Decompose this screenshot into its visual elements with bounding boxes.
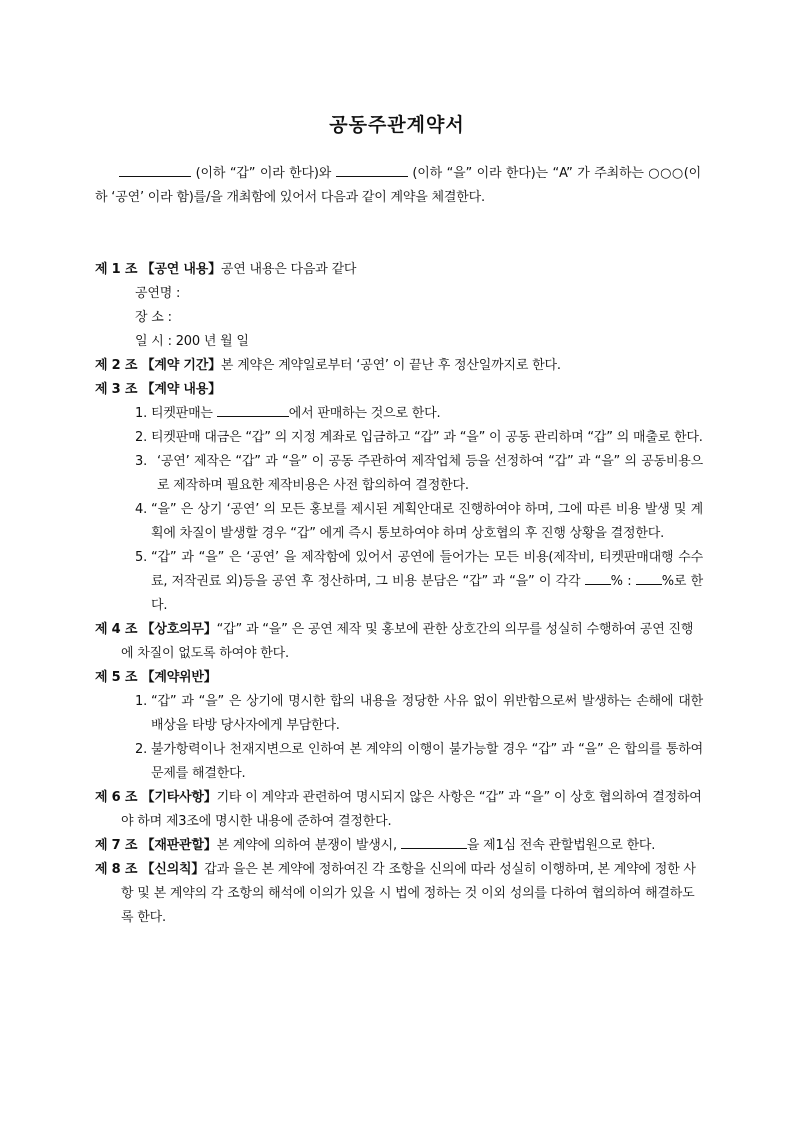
article-6	[95, 786, 703, 834]
list-item	[95, 402, 703, 426]
article-7-text-end: 을 제1심 전속 관할법원으로 한다.	[466, 838, 656, 853]
item-text: ‘공연’ 제작은 “갑” 과 “을” 이 공동 주관하여 제작업체 등을 선정하여 “갑” 과 “을” 의 공동비용으로 제작하며 필요한 제작비용은 사전 합의하여 결정한다.	[157, 454, 703, 493]
ticket-vendor-blank[interactable]	[217, 402, 289, 417]
intro-paragraph	[95, 162, 701, 210]
item-number: 4.	[135, 502, 148, 517]
article-1-heading: 제 1 조 【공연 내용】	[95, 262, 221, 277]
field-performance-name: 공연명 :	[135, 286, 181, 301]
article-8-text: 갑과 을은 본 계약에 정하여진 각 조항을 신의에 따라 성실히 이행하며, 본 계약에 정한 사항 및 본 계약의 각 조항의 해석에 이의가 있을 시 법에 정하는 것 이외 성의를 다하여 협의하여 해결하도록 한다.	[121, 862, 696, 925]
article-5-heading: 제 5 조 【계약위반】	[95, 670, 217, 685]
intro-text-2: (이하 “을” 이라 한다)는 “A” 가 주최하는 ○○○(이하 ‘공연’ 이라 함)를/을 개최함에 있어서 다음과 같이 계약을 체결한다.	[95, 166, 701, 205]
item-text: “갑” 과 “을” 은 상기에 명시한 합의 내용을 정당한 사유 없이 위반함으로써 발생하는 손해에 대한 배상을 타방 당사자에게 부담한다.	[151, 694, 703, 733]
item-number: 5.	[135, 550, 148, 565]
list-item	[95, 498, 703, 546]
party-b-blank[interactable]	[336, 162, 408, 177]
intro-text-1: (이하 “갑” 이라 한다)와	[191, 166, 336, 181]
article-7-heading: 제 7 조 【재판관할】	[95, 838, 217, 853]
list-item	[95, 450, 703, 498]
party-a-blank[interactable]	[119, 162, 191, 177]
item-number: 1.	[135, 694, 148, 709]
item-text: 티켓판매 대금은 “갑” 의 지정 계좌로 입금하고 “갑” 과 “을” 이 공동 관리하며 “갑” 의 매출로 한다.	[151, 430, 703, 445]
article-3-heading: 제 3 조 【계약 내용】	[95, 382, 221, 397]
article-7	[95, 834, 703, 858]
list-item	[95, 738, 703, 786]
article-2-heading: 제 2 조 【계약 기간】	[95, 358, 221, 373]
item-number: 1.	[135, 406, 148, 421]
document-title: 공동주관계약서	[329, 114, 465, 136]
article-7-text: 본 계약에 의하여 분쟁이 발생시,	[216, 838, 401, 853]
item-text: 불가항력이나 천재지변으로 인하여 본 계약의 이행이 불가능할 경우 “갑” 과 “을” 은 합의를 통하여 문제를 해결한다.	[151, 742, 703, 781]
article-4-text: “갑” 과 “을” 은 공연 제작 및 홍보에 관한 상호간의 의무를 성실히 수행하여 공연 진행에 차질이 없도록 하여야 한다.	[121, 622, 694, 661]
item-text: “을” 은 상기 ‘공연’ 의 모든 홍보를 제시된 계획안대로 진행하여야 하며, 그에 따른 비용 발생 및 계획에 차질이 발생할 경우 “갑” 에게 즉시 통보하여야 하며 상호협의 후 진행 상황을 결정한다.	[151, 502, 703, 541]
article-4	[95, 618, 703, 666]
list-item	[95, 546, 703, 618]
item-text: “갑” 과 “을” 은 ‘공연’ 을 제작함에 있어서 공연에 들어가는 모든 비용(제작비, 티켓판매대행 수수료, 저작권료 외)등을 공연 후 정산하며, 그 비용 분담은 “갑” 과 “을” 이 각각	[151, 550, 703, 589]
article-1	[95, 258, 703, 354]
articles-section	[95, 258, 703, 930]
court-blank[interactable]	[401, 834, 467, 849]
article-8	[95, 858, 703, 930]
item-number: 3.	[135, 454, 148, 469]
article-8-heading: 제 8 조 【신의칙】	[95, 862, 205, 877]
item-number: 2.	[135, 742, 148, 757]
list-item	[95, 690, 703, 738]
article-4-heading: 제 4 조 【상호의무】	[95, 622, 217, 637]
item-text: %로 한다.	[151, 574, 703, 613]
share-b-blank[interactable]	[636, 570, 662, 585]
list-item	[95, 426, 703, 450]
article-5	[95, 666, 703, 786]
article-1-text: 공연 내용은 다음과 같다	[220, 262, 357, 277]
share-a-blank[interactable]	[585, 570, 611, 585]
item-number: 2.	[135, 430, 148, 445]
article-2-text: 본 계약은 계약일로부터 ‘공연’ 이 끝난 후 정산일까지로 한다.	[220, 358, 561, 373]
item-text: 티켓판매는	[151, 406, 217, 421]
item-text: 에서 판매하는 것으로 한다.	[288, 406, 441, 421]
article-6-text: 기타 이 계약과 관련하여 명시되지 않은 사항은 “갑” 과 “을” 이 상호 협의하여 결정하여야 하며 제3조에 명시한 내용에 준하여 결정한다.	[121, 790, 702, 829]
article-2	[95, 354, 703, 378]
field-datetime: 일 시 : 200 년 월 일	[135, 334, 249, 349]
article-6-heading: 제 6 조 【기타사항】	[95, 790, 217, 805]
article-3	[95, 378, 703, 618]
field-venue: 장 소 :	[135, 310, 172, 325]
item-text: % :	[610, 574, 636, 589]
